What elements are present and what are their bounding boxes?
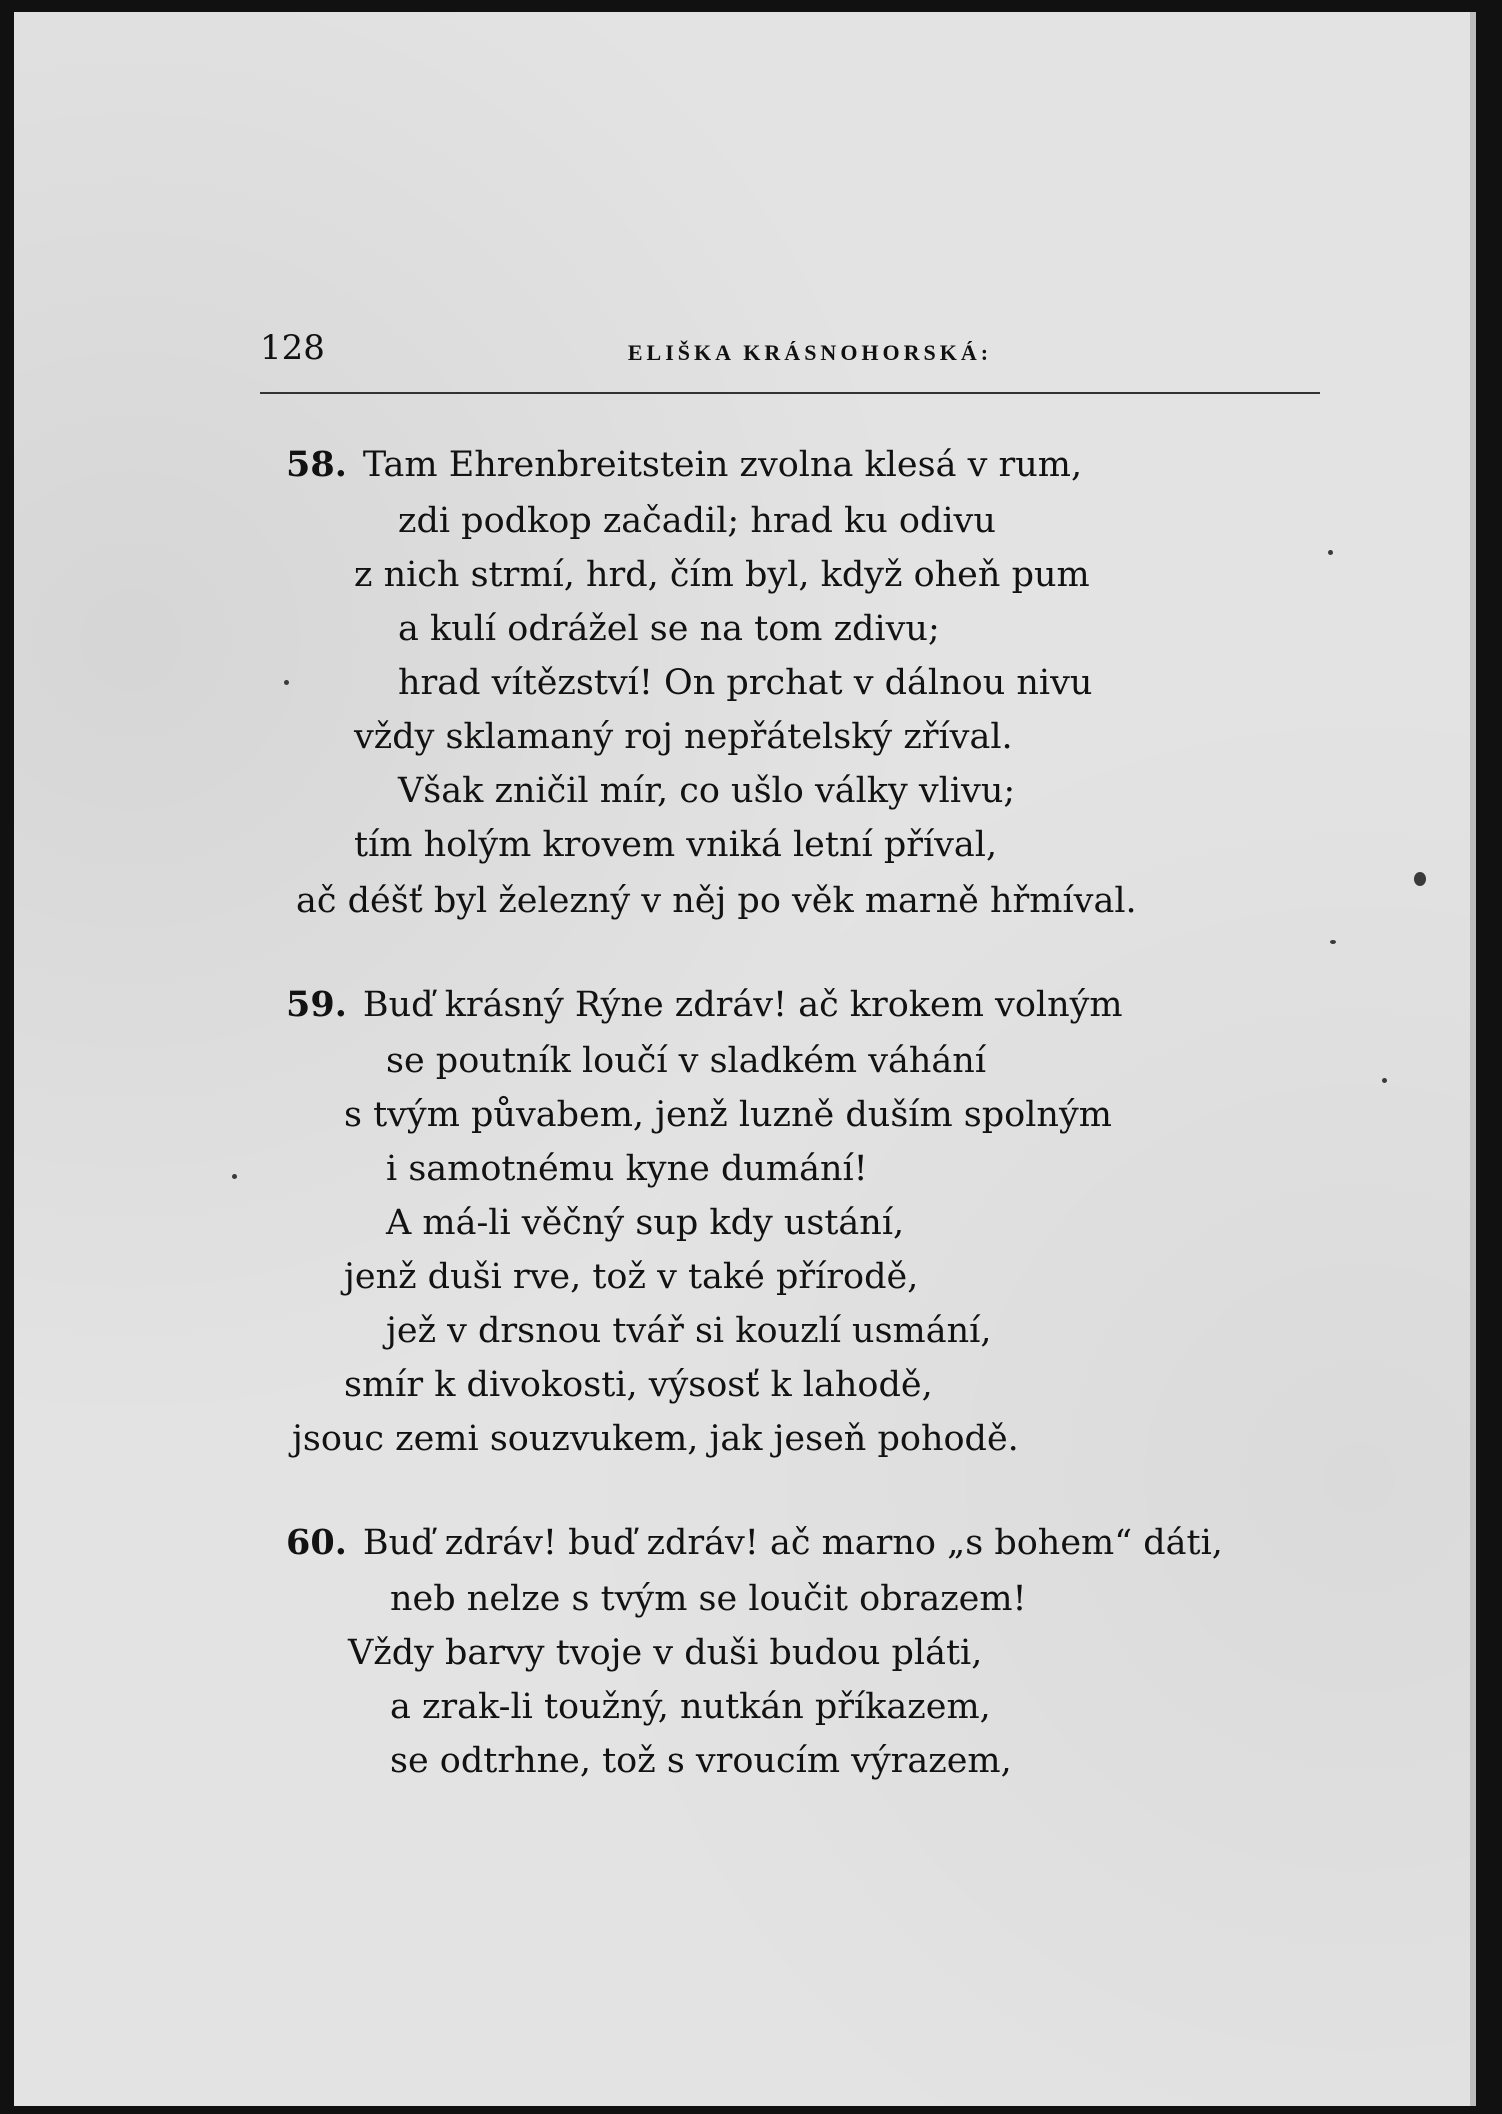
verse-line: Však zničil mír, co ušlo války vlivu; [398, 771, 1016, 811]
verse-line: se poutník loučí v sladkém váhání [386, 1041, 987, 1081]
verse-line: neb nelze s tvým se loučit obrazem! [390, 1579, 1027, 1619]
verse-line: Vždy barvy tvoje v duši budou pláti, [348, 1633, 983, 1673]
stanza-number: 58. [286, 444, 347, 485]
speck [284, 680, 289, 685]
stanza-number: 60. [286, 1522, 347, 1563]
verse-text: Tam Ehrenbreitstein zvolna klesá v rum, [362, 445, 1083, 485]
verse-line: se odtrhne, tož s vroucím výrazem, [390, 1741, 1012, 1781]
verse-line: ač déšť byl železný v něj po věk marně hřmíval. [296, 881, 1137, 921]
verse-line: jež v drsnou tvář si kouzlí usmání, [386, 1311, 992, 1351]
verse-line: a zrak-li toužný, nutkán příkazem, [390, 1687, 991, 1727]
book-page [14, 12, 1476, 2106]
verse-text: Buď zdráv! buď zdráv! ač marno „s bohem“ dáti, [362, 1523, 1223, 1563]
verse-line: i samotnému kyne dumání! [386, 1149, 868, 1189]
verse-line: s tvým půvabem, jenž luzně duším spolným [344, 1095, 1112, 1135]
stanza-number: 59. [286, 984, 347, 1025]
speck [1330, 940, 1336, 944]
page-number: 128 [260, 328, 325, 368]
page-header [260, 328, 1320, 376]
verse-line [286, 1516, 1223, 1570]
speck [1414, 872, 1426, 886]
verse-line: A má-li věčný sup kdy ustání, [386, 1203, 905, 1243]
verse-text: Buď krásný Rýne zdráv! ač krokem volným [362, 985, 1123, 1025]
verse-line: tím holým krovem vniká letní příval, [354, 825, 998, 865]
header-rule [260, 392, 1320, 394]
page-edge [1470, 12, 1476, 2106]
verse-line: jenž duši rve, tož v také přírodě, [344, 1257, 919, 1297]
verse-line [286, 438, 1082, 492]
speck [1328, 550, 1333, 555]
speck [1382, 1078, 1387, 1083]
verse-line: hrad vítězství! On prchat v dálnou nivu [398, 663, 1093, 703]
verse-line: z nich strmí, hrd, čím byl, když oheň pum [354, 555, 1090, 595]
running-head: ELIŠKA KRÁSNOHORSKÁ: [627, 340, 993, 365]
verse-line: zdi podkop začadil; hrad ku odivu [398, 501, 996, 541]
verse-line: jsouc zemi souzvukem, jak jeseň pohodě. [292, 1419, 1019, 1459]
verse-line: smír k divokosti, výsosť k lahodě, [344, 1365, 933, 1405]
verse-line: vždy sklamaný roj nepřátelský zříval. [354, 717, 1013, 757]
verse-line [286, 978, 1123, 1032]
speck [232, 1174, 237, 1179]
verse-line: a kulí odrážel se na tom zdivu; [398, 609, 940, 649]
